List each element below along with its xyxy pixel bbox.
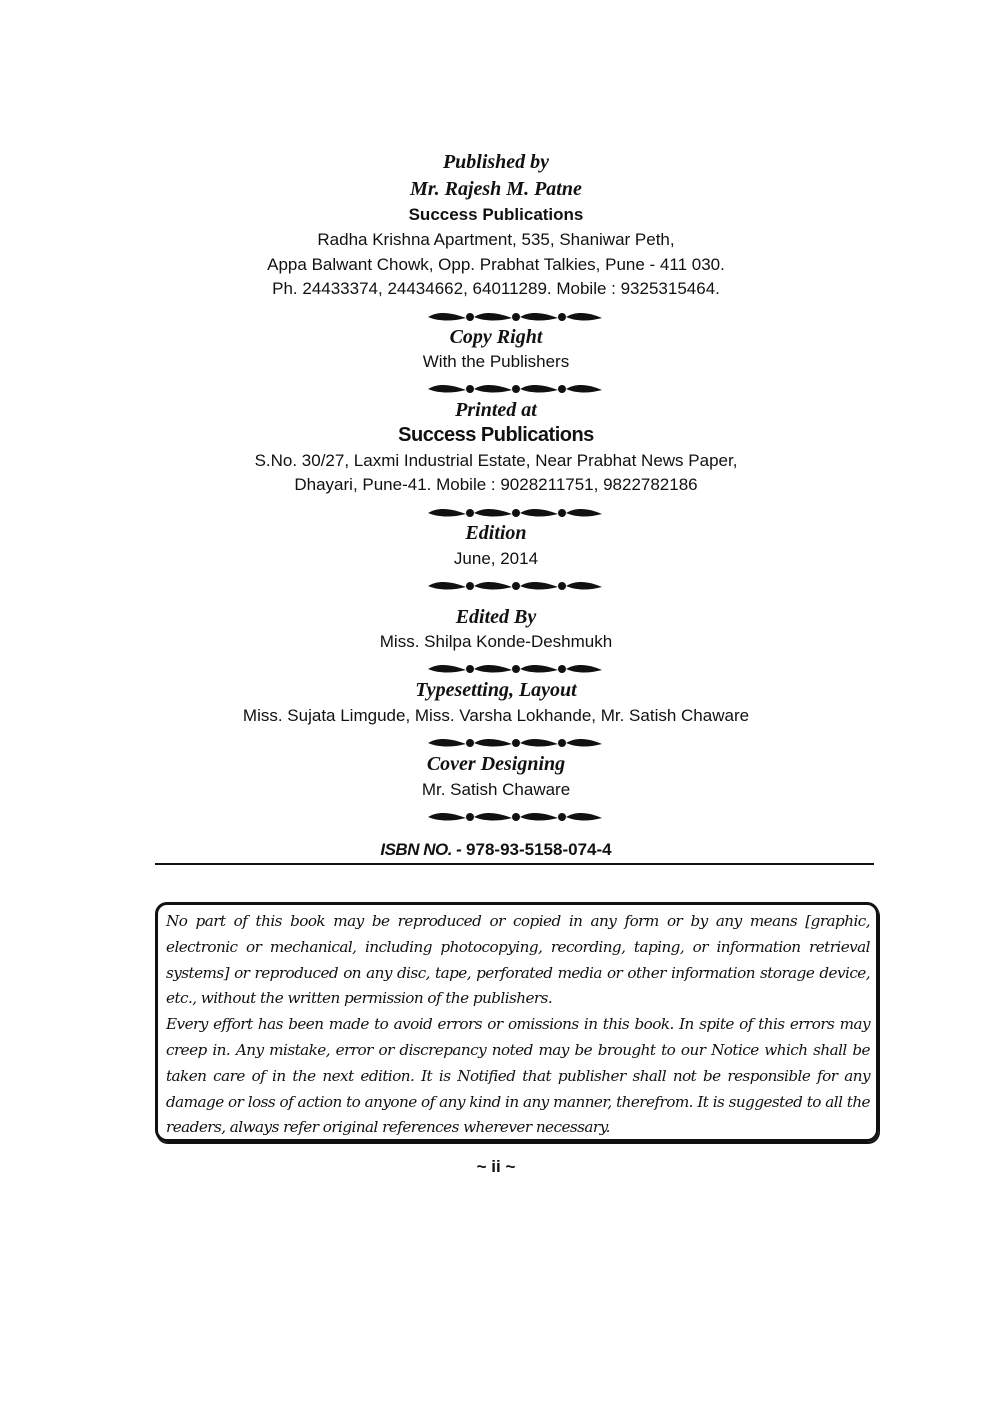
editor-name: Miss. Shilpa Konde-Deshmukh <box>379 632 613 651</box>
leaf-vine-divider-icon <box>426 310 602 324</box>
page-number: ~ ii ~ <box>476 1157 516 1176</box>
publisher-address-line1: Radha Krishna Apartment, 535, Shaniwar Peth, <box>317 230 675 249</box>
leaf-vine-divider-icon <box>426 506 602 520</box>
copyright-heading: Copy Right <box>449 326 543 348</box>
leaf-vine-divider-icon <box>426 579 602 593</box>
leaf-vine-divider-icon <box>426 662 602 676</box>
cover-designer-name: Mr. Satish Chaware <box>421 780 571 799</box>
publisher-company: Success Publications <box>408 205 584 224</box>
printed-at-heading: Printed at <box>455 399 537 421</box>
publisher-phones: Ph. 24433374, 24434662, 64011289. Mobile : 9325315464. <box>272 279 720 298</box>
publisher-name: Mr. Rajesh M. Patne <box>410 178 582 200</box>
leaf-vine-divider-icon <box>426 810 602 824</box>
notice-paragraph-errors: Every effort has been made to avoid errors or omissions in this book. In spite of this errors may creep in. Any mistake, error or discrepancy noted may be brought to our Notice which shall be taken care of in the next edition. It is Notified that publisher shall not be responsible for any damage or loss of action to anyone of any kind in any manner, therefrom. It is suggested to all the readers, always refer original references wherever necessary. <box>166 1015 870 1137</box>
typesetting-names: Miss. Sujata Limgude, Miss. Varsha Lokhande, Mr. Satish Chaware <box>242 706 750 725</box>
published-by-heading: Published by <box>442 151 550 173</box>
printer-address-line1: S.No. 30/27, Laxmi Industrial Estate, Near Prabhat News Paper, <box>254 451 738 470</box>
copyright-notice-box <box>155 902 879 1142</box>
printer-address-line2: Dhayari, Pune-41. Mobile : 9028211751, 9822782186 <box>294 475 698 494</box>
edited-by-heading: Edited By <box>455 606 537 628</box>
horizontal-rule <box>155 863 874 865</box>
isbn-line <box>0 840 992 860</box>
isbn-label: ISBN NO. - <box>380 840 462 859</box>
leaf-vine-divider-icon <box>426 736 602 750</box>
edition-heading: Edition <box>465 522 527 544</box>
typesetting-heading: Typesetting, Layout <box>415 679 577 701</box>
leaf-vine-divider-icon <box>426 382 602 396</box>
copyright-text: With the Publishers <box>422 352 570 371</box>
publisher-address-line2: Appa Balwant Chowk, Opp. Prabhat Talkies, Pune - 411 030. <box>267 255 725 274</box>
edition-text: June, 2014 <box>453 549 539 568</box>
notice-paragraph-reproduction: No part of this book may be reproduced or copied in any form or by any means [graphic, electronic or mechanical, including photocopying, recording, taping, or information retrieval systems] or reproduced on any disc, tape, perforated media or other information storage device, etc., without the written permission of the publishers. <box>166 912 870 1008</box>
isbn-value: 978-93-5158-074-4 <box>461 840 612 859</box>
cover-designing-heading: Cover Designing <box>426 753 566 775</box>
printer-company: Success Publications <box>398 424 594 446</box>
